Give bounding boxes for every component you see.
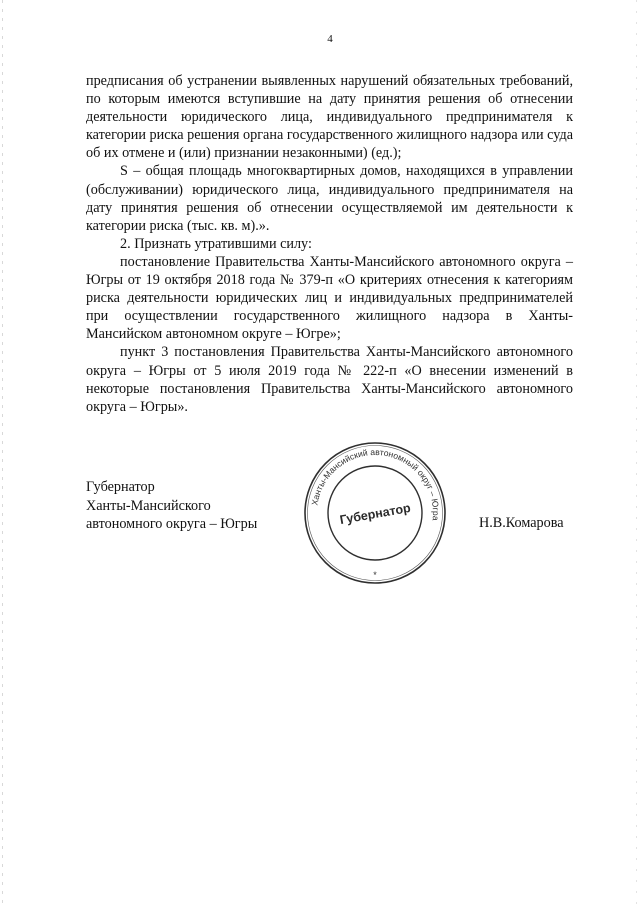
paragraph-s-definition: S – общая площадь многоквартирных домов, находящихся в управлении (обслуживании) юридического лица, индивидуального предпринимателя на дату принятия решения об отнесении осуществляемой им деятельности к категории риска (тыс. кв. м).». [86,163,573,234]
signatory-title-line: Ханты-Мансийского [86,497,211,514]
paragraph-continuation: предписания об устранении выявленных нарушений обязательных требований, по которым имеются вступившие на дату принятия решения об отнесении деятельности юридического лица, индивидуального предпринимателя к категории риска решения органа государственного жилищного надзора или суда об их отмене и (или) признании незаконными) (ед.); [86,73,573,162]
signatory-name: Н.В.Комарова [479,515,564,531]
scan-edge-right [636,0,637,905]
signatory-title-line: Губернатор [86,479,155,495]
scan-edge-left [2,0,3,905]
page-number: 4 [327,33,333,45]
signatory-title [86,478,257,534]
stamp-star: * [373,570,377,580]
document-body [86,72,573,416]
signatory-title-line: автономного округа – Югры [86,516,258,533]
stamp-seal-graphic [300,438,450,588]
paragraph-repealed-point-3: пункт 3 постановления Правительства Ханты-Мансийского автономного округа – Югры от 5 июля 2019 года № 222-п «О внесении изменений в некоторые постановления Правительства Ханты-Мансийского автономного округа – Югры». [86,344,573,415]
paragraph-item-2: 2. Признать утратившими силу: [120,235,312,252]
stamp-ring-text-path: Ханты-Мансийский автономный округ – Югра [309,446,442,522]
official-stamp [300,438,450,588]
paragraph-repealed-resolution-379: постановление Правительства Ханты-Мансийского автономного округа – Югры от 19 октября 2018 года № 379-п «О критериях отнесения к категориям риска деятельности юридических лиц и индивидуальных предпринимателей при осуществлении государственного жилищного надзора в Ханты-Мансийском автономном округе – Югре»; [86,253,573,343]
stamp-center-text: Губернатор [338,500,412,528]
